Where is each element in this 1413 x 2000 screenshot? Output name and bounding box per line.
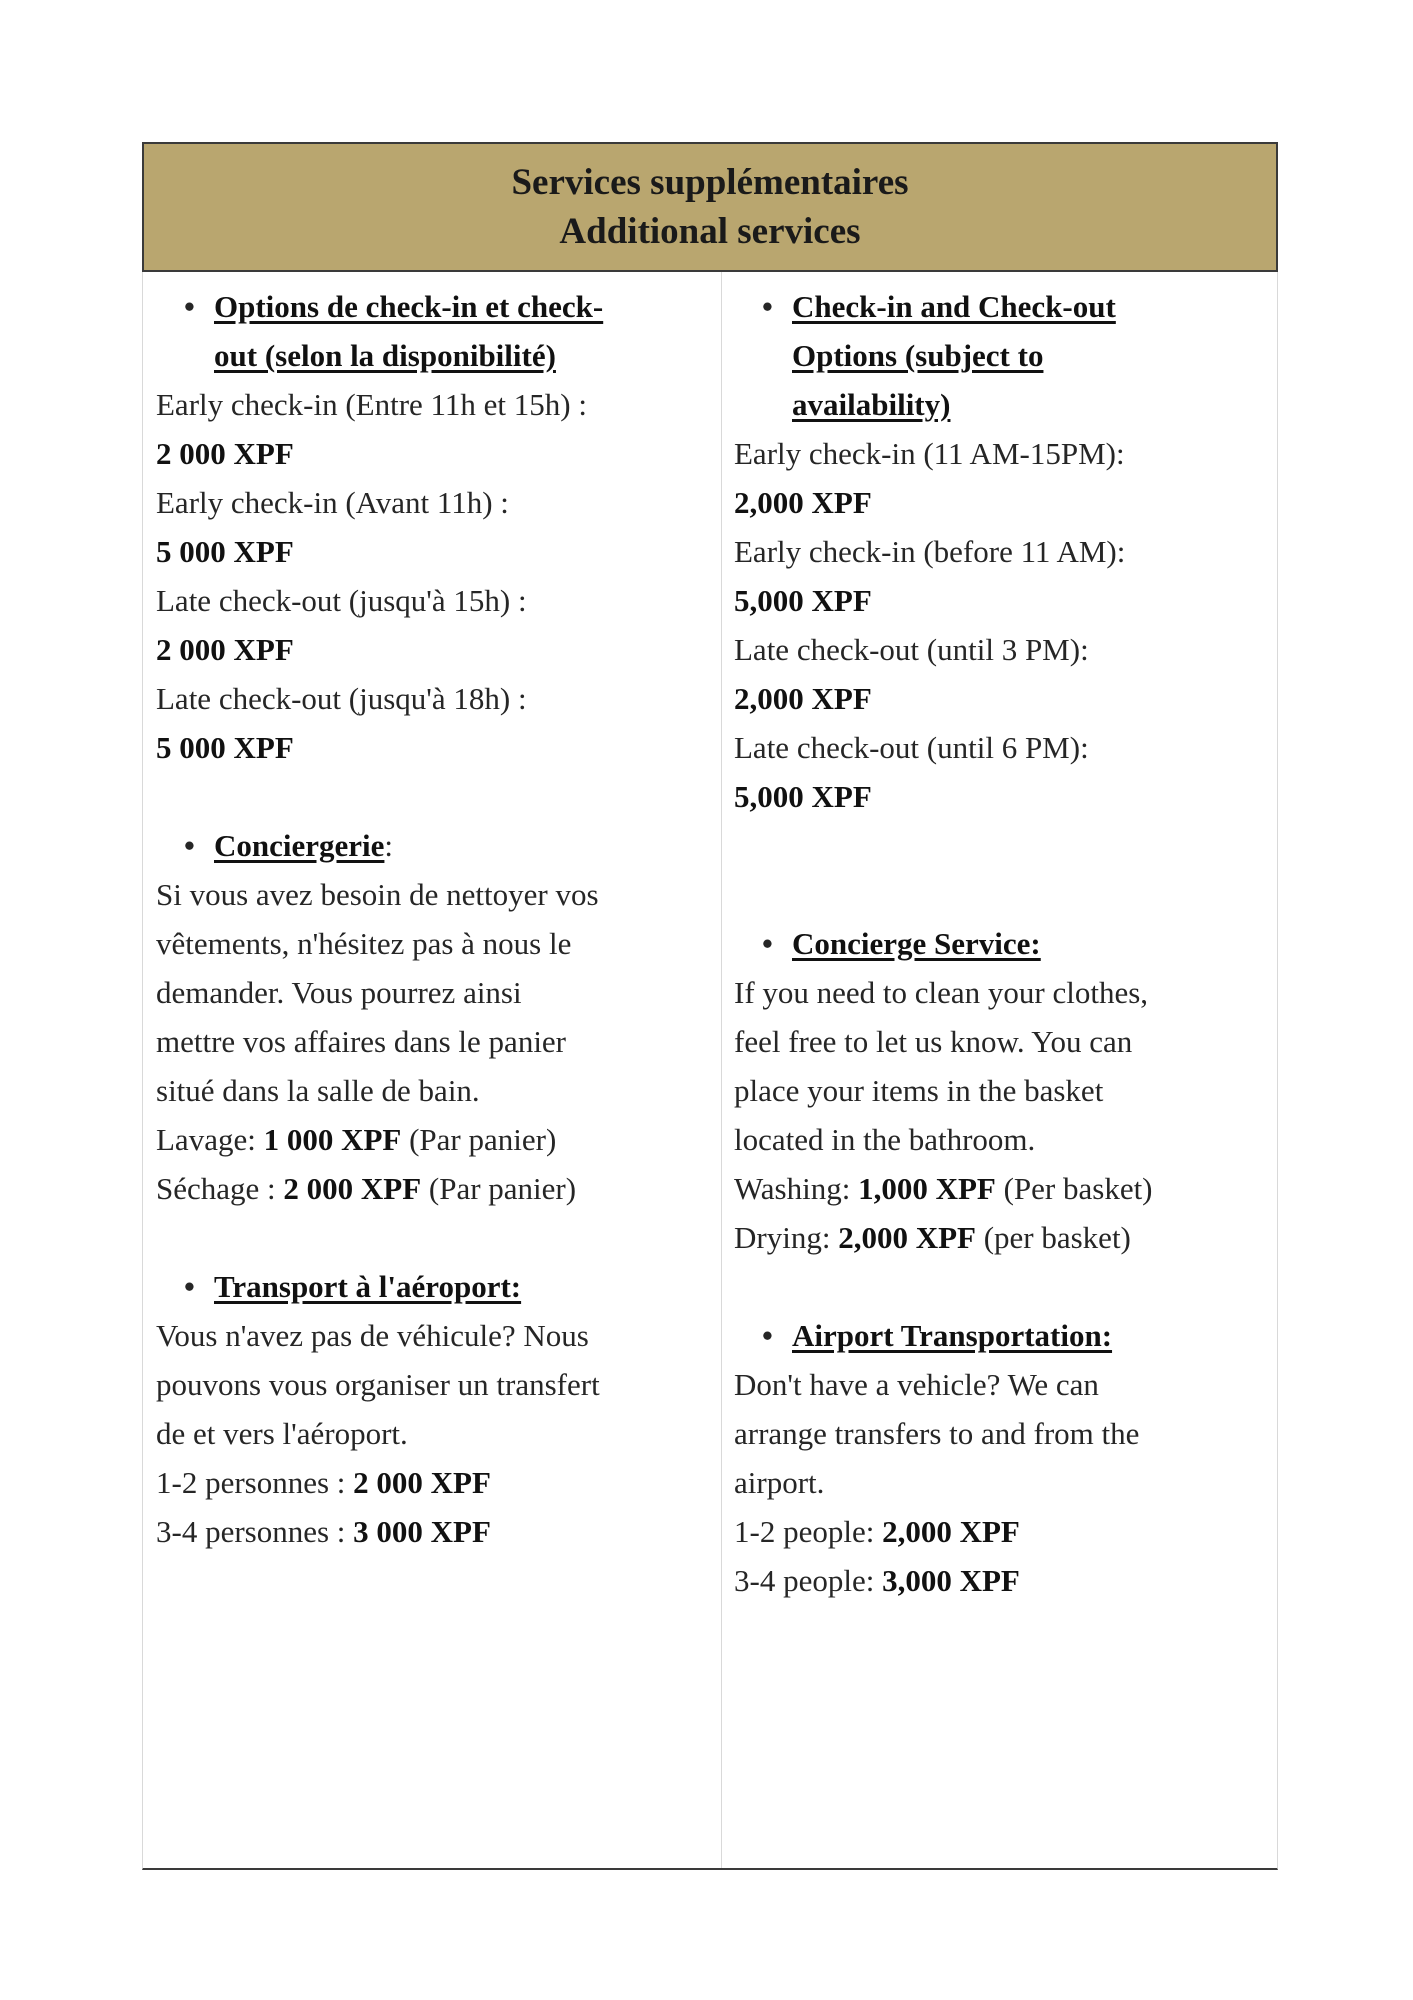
fr-concierge-text-3: demander. Vous pourrez ainsi (156, 975, 522, 1010)
bullet-icon: • (184, 289, 195, 324)
bullet-icon: • (762, 289, 773, 324)
fr-late-checkout-1-label: Late check-out (jusqu'à 15h) : (156, 583, 527, 618)
fr-concierge-heading: • Conciergerie: (156, 821, 711, 870)
fr-transport-rate-1: 1-2 personnes : 2 000 XPF (156, 1465, 491, 1500)
en-concierge-text-4: located in the bathroom. (734, 1122, 1036, 1157)
en-early-checkin-2-label: Early check-in (before 11 AM): (734, 534, 1126, 569)
english-column (734, 282, 1269, 1605)
bullet-icon: • (762, 926, 773, 961)
fr-early-checkin-1-label: Early check-in (Entre 11h et 15h) : (156, 387, 587, 422)
fr-concierge-text-2: vêtements, n'hésitez pas à nous le (156, 926, 572, 961)
en-transport-text-1: Don't have a vehicle? We can (734, 1367, 1099, 1402)
fr-concierge-text-1: Si vous avez besoin de nettoyer vos (156, 877, 599, 912)
bullet-icon: • (184, 828, 195, 863)
fr-early-checkin-2-price: 5 000 XPF (156, 534, 294, 569)
fr-concierge-text-4: mettre vos affaires dans le panier (156, 1024, 567, 1059)
en-drying-rate: Drying: 2,000 XPF (per basket) (734, 1220, 1131, 1255)
fr-drying-rate: Séchage : 2 000 XPF (Par panier) (156, 1171, 577, 1206)
en-late-checkout-2-label: Late check-out (until 6 PM): (734, 730, 1089, 765)
en-early-checkin-1-price: 2,000 XPF (734, 485, 872, 520)
fr-transport-text-3: de et vers l'aéroport. (156, 1416, 408, 1451)
en-transport-text-3: airport. (734, 1465, 825, 1500)
fr-early-checkin-1-price: 2 000 XPF (156, 436, 294, 471)
header-title-fr: Services supplémentaires (511, 162, 909, 203)
en-washing-rate: Washing: 1,000 XPF (Per basket) (734, 1171, 1153, 1206)
header-title-en: Additional services (559, 211, 861, 252)
en-transport-heading: • Airport Transportation: (734, 1311, 1269, 1360)
fr-late-checkout-2-price: 5 000 XPF (156, 730, 294, 765)
bullet-icon: • (184, 1269, 195, 1304)
fr-early-checkin-2-label: Early check-in (Avant 11h) : (156, 485, 509, 520)
fr-checkin-heading: • Options de check-in et check- out (selon la disponibilité) (156, 282, 711, 380)
services-table (142, 142, 1278, 1870)
fr-transport-text-1: Vous n'avez pas de véhicule? Nous (156, 1318, 589, 1353)
en-late-checkout-2-price: 5,000 XPF (734, 779, 872, 814)
en-late-checkout-1-label: Late check-out (until 3 PM): (734, 632, 1089, 667)
french-column (156, 282, 711, 1556)
fr-transport-heading: • Transport à l'aéroport: (156, 1262, 711, 1311)
en-concierge-text-2: feel free to let us know. You can (734, 1024, 1133, 1059)
en-concierge-text-1: If you need to clean your clothes, (734, 975, 1149, 1010)
fr-late-checkout-1-price: 2 000 XPF (156, 632, 294, 667)
en-checkin-heading: • Check-in and Check-out Options (subject to availability) (734, 282, 1269, 429)
en-late-checkout-1-price: 2,000 XPF (734, 681, 872, 716)
en-transport-rate-2: 3-4 people: 3,000 XPF (734, 1563, 1020, 1598)
fr-transport-text-2: pouvons vous organiser un transfert (156, 1367, 600, 1402)
fr-washing-rate: Lavage: 1 000 XPF (Par panier) (156, 1122, 557, 1157)
fr-concierge-text-5: situé dans la salle de bain. (156, 1073, 480, 1108)
en-early-checkin-1-label: Early check-in (11 AM-15PM): (734, 436, 1125, 471)
en-concierge-heading: • Concierge Service: (734, 919, 1269, 968)
en-transport-text-2: arrange transfers to and from the (734, 1416, 1140, 1451)
en-transport-rate-1: 1-2 people: 2,000 XPF (734, 1514, 1020, 1549)
fr-late-checkout-2-label: Late check-out (jusqu'à 18h) : (156, 681, 527, 716)
column-divider (721, 272, 722, 1868)
fr-transport-rate-2: 3-4 personnes : 3 000 XPF (156, 1514, 491, 1549)
bullet-icon: • (762, 1318, 773, 1353)
en-concierge-text-3: place your items in the basket (734, 1073, 1104, 1108)
en-early-checkin-2-price: 5,000 XPF (734, 583, 872, 618)
table-header (142, 142, 1278, 272)
